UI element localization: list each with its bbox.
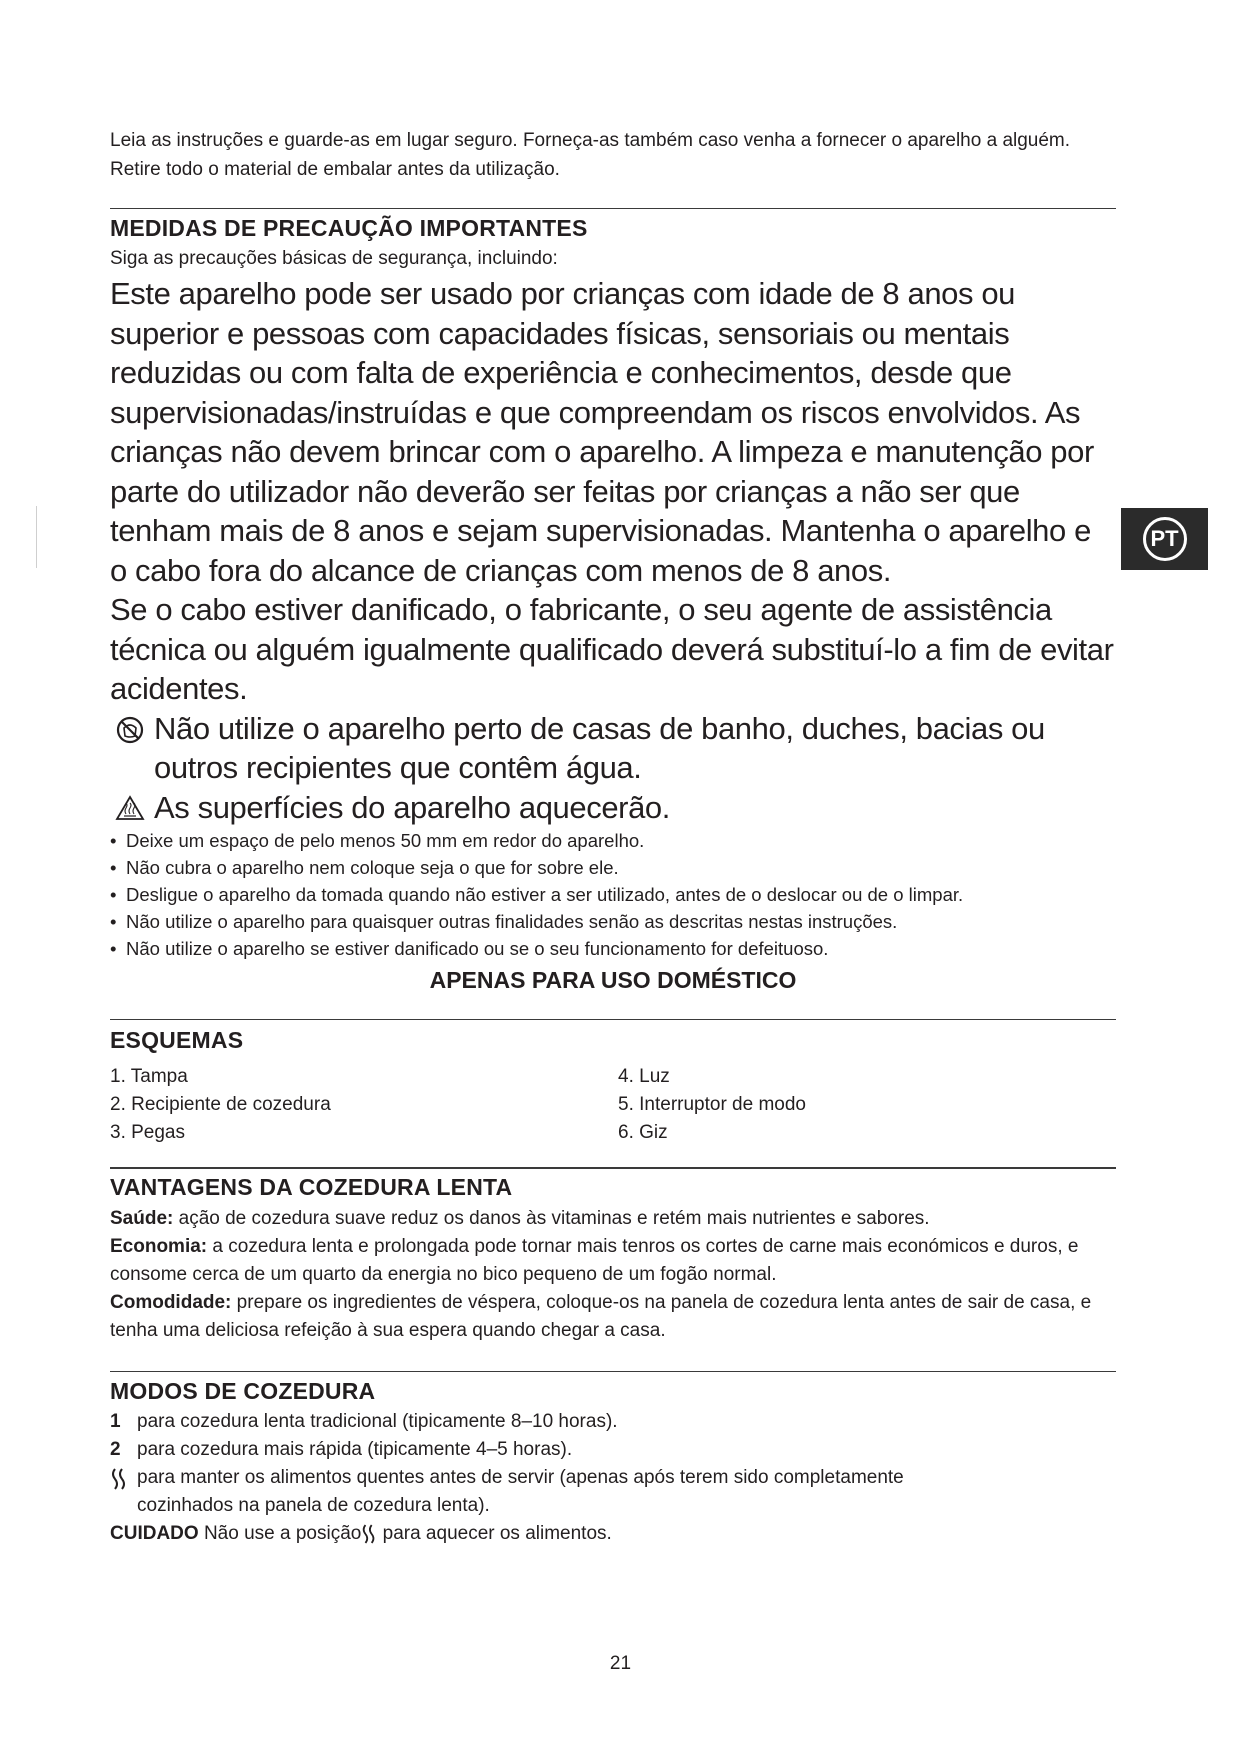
advantage-text: ação de cozedura suave reduz os danos às vitaminas e retém mais nutrientes e sabores.: [173, 1208, 930, 1229]
no-water-icon: [110, 709, 150, 744]
list-item: • Deixe um espaço de pelo menos 50 mm em redor do aparelho.: [110, 827, 1116, 854]
mode-item: [110, 1436, 1116, 1464]
mode-key: 1: [110, 1411, 121, 1432]
advantage-label: Saúde:: [110, 1208, 174, 1229]
list-item: • Não utilize o aparelho se estiver danificado ou se o seu funcionamento for defeituoso.: [110, 935, 1116, 962]
keep-warm-icon: [110, 1464, 137, 1520]
intro-text: Leia as instruções e guarde-as em lugar seguro. Forneça-as também caso venha a fornecer o aparelho a alguém. Retire todo o material de embalar antes da utilização.: [110, 130, 1071, 180]
water-warning: [110, 709, 1116, 788]
margin-crop-line: [36, 506, 37, 568]
schemes-list: [110, 1063, 1116, 1147]
mode-text: para cozedura lenta tradicional (tipicamente 8–10 horas).: [137, 1411, 618, 1432]
list-item: • Desligue o aparelho da tomada quando não estiver a ser utilizado, antes de o deslocar ou de o limpar.: [110, 881, 1116, 908]
caution-label: CUIDADO: [110, 1523, 199, 1544]
advantage-convenience: [110, 1289, 1116, 1345]
precautions-title: MEDIDAS DE PRECAUÇÃO IMPORTANTES: [110, 215, 588, 241]
section-divider: [110, 208, 1116, 209]
section-divider: [110, 1019, 1116, 1020]
document-page: [110, 126, 1116, 1548]
list-item: 4. Luz: [618, 1066, 670, 1087]
list-item: 5. Interruptor de modo: [618, 1094, 806, 1115]
caution-text: Não use a posição: [198, 1523, 362, 1544]
page-number: 21: [609, 1653, 632, 1674]
hot-surface-icon: [110, 788, 150, 821]
hot-surface-text: As superfícies do aparelho aquecerão.: [154, 789, 670, 825]
list-item: • Não utilize o aparelho para quaisquer outras finalidades senão as descritas nestas instruções.: [110, 908, 1116, 935]
advantage-text: a cozedura lenta e prolongada pode tornar mais tenros os cortes de carne mais económicos e duros, e consome cerca de um quarto da energia no bico pequeno de um fogão normal.: [110, 1236, 1079, 1285]
language-badge-label: PT: [1143, 517, 1187, 561]
language-badge: [1121, 508, 1208, 570]
damaged-cable-paragraph: Se o cabo estiver danificado, o fabricante, o seu agente de assistência técnica ou alguém igualmente qualificado deverá substituí-lo a fim de evitar acidentes.: [110, 592, 1114, 706]
advantages-title: VANTAGENS DA COZEDURA LENTA: [110, 1174, 513, 1200]
mode-text: para manter os alimentos quentes antes de servir (apenas após terem sido completamente cozinhados na panela de cozedura lenta).: [137, 1467, 904, 1516]
mode-item: [110, 1408, 1116, 1436]
keep-warm-icon: [361, 1523, 377, 1545]
precautions-subtitle: Siga as precauções básicas de segurança, incluindo:: [110, 248, 558, 269]
modes-title: MODOS DE COZEDURA: [110, 1378, 376, 1404]
list-item: 1. Tampa: [110, 1066, 188, 1087]
advantage-label: Comodidade:: [110, 1292, 232, 1313]
list-item: 2. Recipiente de cozedura: [110, 1094, 331, 1115]
mode-key: 2: [110, 1439, 121, 1460]
advantage-text: prepare os ingredientes de véspera, coloque-os na panela de cozedura lenta antes de sair de casa, e tenha uma deliciosa refeição à sua espera quando chegar a casa.: [110, 1292, 1092, 1341]
list-item: 6. Giz: [618, 1122, 668, 1143]
safety-bullets: [110, 827, 1116, 962]
section-divider: [110, 1167, 1116, 1169]
hot-surface-warning: [110, 788, 1116, 828]
advantage-economy: [110, 1233, 1116, 1289]
precautions-body: [110, 274, 1116, 827]
children-safety-paragraph: Este aparelho pode ser usado por crianças com idade de 8 anos ou superior e pessoas com capacidades físicas, sensoriais ou mentais reduzidas ou com falta de experiência e conhecimentos, desde que supervisionadas/instruídas e que compreendam os riscos envolvidos. As crianças não devem brincar com o aparelho. A limpeza e manutenção por parte do utilizador não deverão ser feitas por crianças a não ser que tenham mais de 8 anos e sejam supervisionadas. Mantenha o aparelho e o cabo fora do alcance de crianças com menos de 8 anos.: [110, 276, 1094, 588]
mode-item: [110, 1464, 1116, 1520]
modes-list: [110, 1408, 1116, 1548]
water-warning-text: Não utilize o aparelho perto de casas de banho, duches, bacias ou outros recipientes que contêm água.: [154, 710, 1045, 785]
list-item: 3. Pegas: [110, 1122, 185, 1143]
list-item: • Não cubra o aparelho nem coloque seja o que for sobre ele.: [110, 854, 1116, 881]
domestic-use-heading: APENAS PARA USO DOMÉSTICO: [429, 967, 797, 993]
caution-note: [110, 1520, 1116, 1548]
advantages-list: [110, 1205, 1116, 1345]
mode-text: para cozedura mais rápida (tipicamente 4–5 horas).: [137, 1439, 573, 1460]
section-divider: [110, 1371, 1116, 1372]
caution-text: para aquecer os alimentos.: [377, 1523, 612, 1544]
schemes-title: ESQUEMAS: [110, 1027, 244, 1053]
advantage-health: [110, 1205, 1116, 1233]
advantage-label: Economia:: [110, 1236, 208, 1257]
